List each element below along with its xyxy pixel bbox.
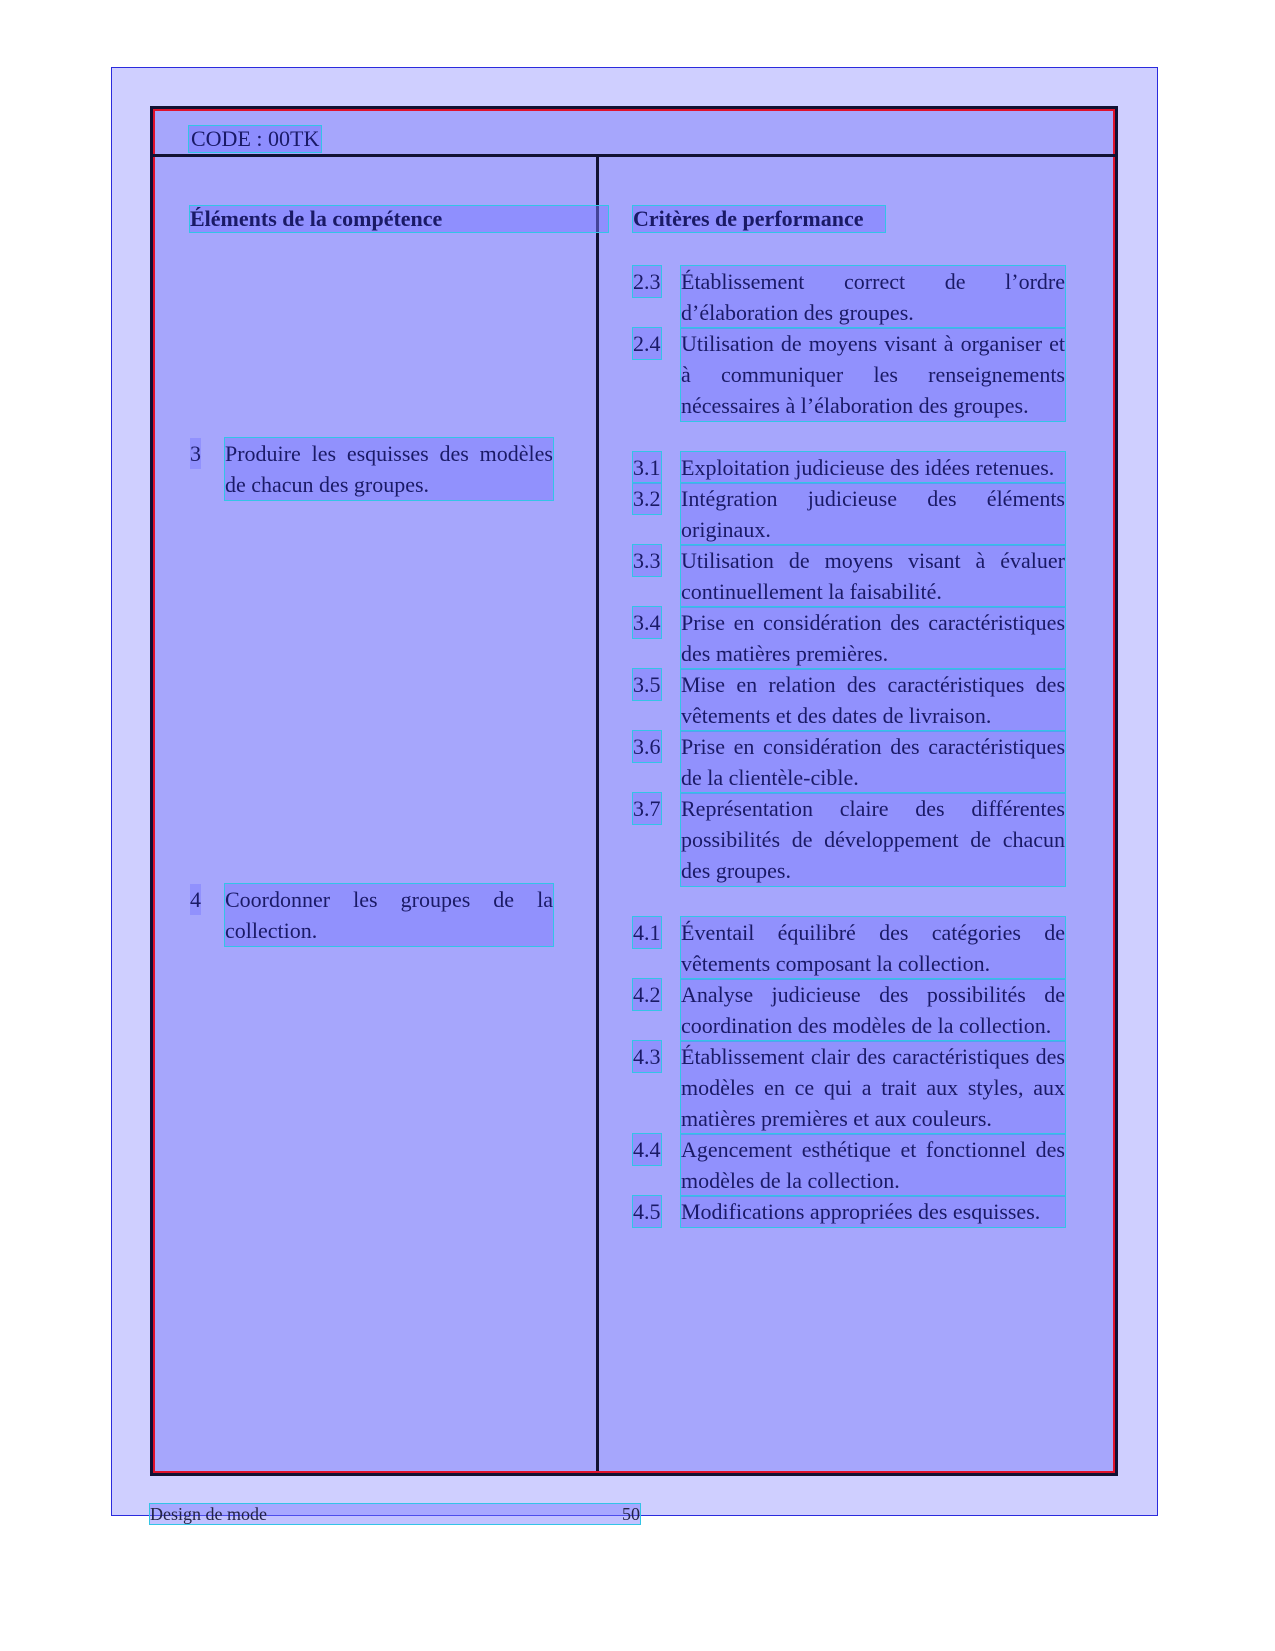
competence-code: CODE : 00TK <box>191 126 320 151</box>
criterion-number: 3.7 <box>633 793 661 824</box>
criterion-number: 2.4 <box>633 328 661 359</box>
criterion-item <box>633 917 1065 979</box>
criterion-text: Éventail équilibré des catégories de vêtements composant la collection. <box>681 917 1065 979</box>
elements-heading: Éléments de la compétence <box>190 206 608 232</box>
code-row <box>153 109 1115 157</box>
criterion-number: 4.4 <box>633 1134 661 1165</box>
page-number: 50 <box>622 1504 640 1524</box>
criterion-item <box>633 793 1065 886</box>
criterion-number: 3.3 <box>633 545 661 576</box>
element-item <box>190 438 553 500</box>
criterion-number: 4.3 <box>633 1041 661 1072</box>
competence-table <box>150 106 1118 1476</box>
criterion-number: 3.4 <box>633 607 661 638</box>
criterion-text: Établissement correct de l’ordre d’élaboration des groupes. <box>681 266 1065 328</box>
criterion-number: 3.5 <box>633 669 661 700</box>
criterion-number: 3.2 <box>633 483 661 514</box>
element-number: 3 <box>190 438 201 469</box>
criterion-number: 4.5 <box>633 1196 661 1227</box>
criterion-item <box>633 1196 1065 1227</box>
criterion-text: Mise en relation des caractéristiques des vêtements et des dates de livraison. <box>681 669 1065 731</box>
criterion-item <box>633 1041 1065 1134</box>
criterion-item <box>633 669 1065 731</box>
criterion-number: 3.1 <box>633 452 661 483</box>
criterion-item <box>633 483 1065 545</box>
criterion-item <box>633 607 1065 669</box>
element-text: Produire les esquisses des modèles de chacun des groupes. <box>225 438 553 500</box>
criterion-text: Prise en considération des caractéristiques de la clientèle-cible. <box>681 731 1065 793</box>
element-item <box>190 884 553 946</box>
page-footer <box>150 1504 640 1524</box>
criterion-text: Utilisation de moyens visant à organiser et à communiquer les renseignements nécessaires à l’élaboration des groupes. <box>681 328 1065 421</box>
criteria-heading: Critères de performance <box>633 206 885 232</box>
criterion-item <box>633 452 1065 483</box>
criterion-text: Utilisation de moyens visant à évaluer continuellement la faisabilité. <box>681 545 1065 607</box>
criterion-text: Modifications appropriées des esquisses. <box>681 1196 1065 1227</box>
criterion-text: Agencement esthétique et fonctionnel des modèles de la collection. <box>681 1134 1065 1196</box>
criterion-number: 4.2 <box>633 979 661 1010</box>
criterion-text: Établissement clair des caractéristiques des modèles en ce qui a trait aux styles, aux matières premières et aux couleurs. <box>681 1041 1065 1134</box>
element-number: 4 <box>190 884 201 915</box>
criterion-number: 2.3 <box>633 266 661 297</box>
criterion-item <box>633 731 1065 793</box>
criterion-text: Représentation claire des différentes possibilités de développement de chacun des groupes. <box>681 793 1065 886</box>
spacer <box>633 886 1065 917</box>
criterion-item <box>633 979 1065 1041</box>
column-divider <box>596 155 599 1471</box>
criterion-item <box>633 545 1065 607</box>
criterion-text: Intégration judicieuse des éléments originaux. <box>681 483 1065 545</box>
criterion-item <box>633 1134 1065 1196</box>
footer-title: Design de mode <box>150 1504 267 1524</box>
criterion-number: 4.1 <box>633 917 661 948</box>
criterion-item <box>633 328 1065 421</box>
criterion-text: Prise en considération des caractéristiques des matières premières. <box>681 607 1065 669</box>
criterion-item <box>633 266 1065 328</box>
element-text: Coordonner les groupes de la collection. <box>225 884 553 946</box>
criterion-number: 3.6 <box>633 731 661 762</box>
criterion-text: Analyse judicieuse des possibilités de coordination des modèles de la collection. <box>681 979 1065 1041</box>
spacer <box>633 421 1065 452</box>
criteria-list <box>633 266 1065 1227</box>
criterion-text: Exploitation judicieuse des idées retenues. <box>681 452 1065 483</box>
